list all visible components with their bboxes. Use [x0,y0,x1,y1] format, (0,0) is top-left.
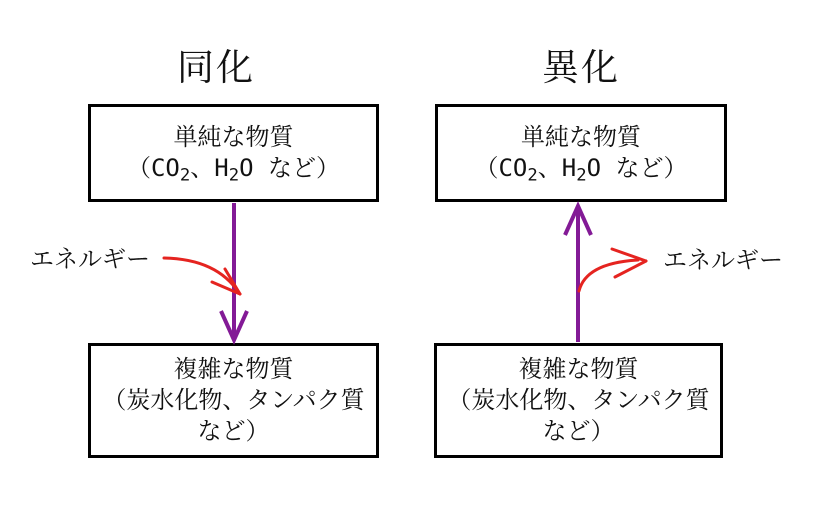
catabolism-up-arrow [565,206,591,342]
complex-substances-box-left [88,343,379,458]
complex-substances-examples: （炭水化物、タンパク質 [447,387,710,414]
complex-substances-box-right [434,343,723,458]
simple-substances-label: 単純な物質 [173,124,294,151]
energy-input-arrow [164,258,240,294]
energy-label-left: エネルギー [30,246,150,273]
simple-substances-label: 単純な物質 [521,124,641,151]
energy-release-arrow [579,249,646,291]
simple-substances-box-right [435,104,727,202]
anabolism-title: 同化 [177,47,255,88]
simple-substances-formula: （$CO_2$、$H_2O$ など） [126,154,341,186]
complex-substances-examples-cont: など） [542,418,615,445]
complex-substances-label: 複雑な物質 [518,356,639,383]
simple-substances-formula: （$CO_2$、$H_2O$ など） [474,154,688,186]
complex-substances-label: 複雑な物質 [173,356,294,383]
complex-substances-examples: （炭水化物、タンパク質 [102,387,365,414]
anabolism-down-arrow [221,203,247,340]
simple-substances-box-left [88,104,379,202]
catabolism-title: 異化 [542,47,620,88]
complex-substances-examples-cont: など） [197,418,270,445]
energy-label-right: エネルギー [663,247,783,274]
